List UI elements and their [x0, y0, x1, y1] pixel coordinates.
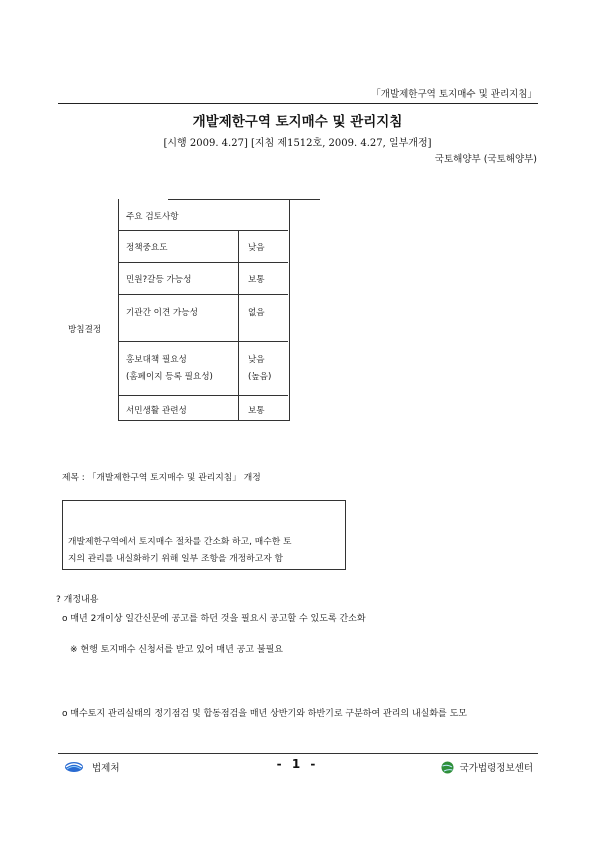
review-row-level: (높음) [248, 372, 272, 382]
header-tag: 「개발제한구역 토지매수 및 관리지침」 [371, 89, 537, 100]
footer-left-label: 법제처 [92, 763, 120, 774]
review-box-separator [118, 230, 288, 231]
footer-right-label: 국가법령정보센터 [459, 763, 533, 774]
review-box-separator [118, 341, 288, 342]
decision-label: 방침결정 [68, 325, 102, 335]
review-row-level: 낮음 [248, 355, 265, 365]
review-row-label: (홈페이지 등록 필요성) [126, 372, 213, 382]
review-row-level: 보통 [248, 406, 265, 416]
revision-item: o 매수토지 관리실태의 정기점검 및 합동점검을 매년 상반기와 하반기로 구분하여 관리의 내실화를 도모 [62, 709, 467, 719]
review-row-label: 서민생활 관련성 [126, 406, 187, 416]
review-box-column-divider [238, 231, 239, 420]
ministry-label: 국토해양부 (국토해양부) [434, 154, 537, 165]
review-box-separator [118, 294, 288, 295]
review-row-level: 없음 [248, 308, 265, 318]
review-row-label: 정책중요도 [126, 243, 168, 253]
review-box-separator [118, 395, 288, 396]
reason-line: 지의 관리를 내실화하기 위해 일부 조항을 개정하고자 함 [68, 554, 284, 564]
review-row-level: 낮음 [248, 243, 265, 253]
globe-icon [441, 761, 454, 774]
reason-title: 제목 : 「개발제한구역 토지매수 및 관리지침」 개정 [62, 473, 261, 483]
review-row-label: 홍보대책 필요성 [126, 355, 187, 365]
review-box-separator [118, 262, 288, 263]
review-row-label: 주요 검토사항 [126, 212, 179, 222]
page-number: - 1 - [276, 757, 319, 771]
review-row-label: 민원?갈등 가능성 [126, 275, 192, 285]
reason-box-text [68, 534, 340, 568]
footer-right [441, 760, 533, 774]
footer-divider [58, 753, 538, 754]
section-title: ? 개정내용 [56, 595, 99, 605]
revision-item: o 매년 2개이상 일간신문에 공고를 하던 것을 필요시 공고할 수 있도록 간소화 [62, 614, 366, 624]
revision-note: ※ 현행 토지매수 신청서를 받고 있어 매년 공고 불필요 [70, 645, 284, 655]
reason-line: 개발제한구역에서 토지매수 절차를 간소화 하고, 매수한 토 [68, 537, 292, 547]
header-divider [58, 103, 538, 104]
review-row-level: 보통 [248, 275, 265, 285]
page-title: 개발제한구역 토지매수 및 관리지침 [192, 114, 403, 130]
enforcement-info: [시행 2009. 4.27] [지침 제1512호, 2009. 4.27, 일부개정] [163, 138, 432, 149]
review-row-label: 기관간 이견 가능성 [126, 308, 198, 318]
